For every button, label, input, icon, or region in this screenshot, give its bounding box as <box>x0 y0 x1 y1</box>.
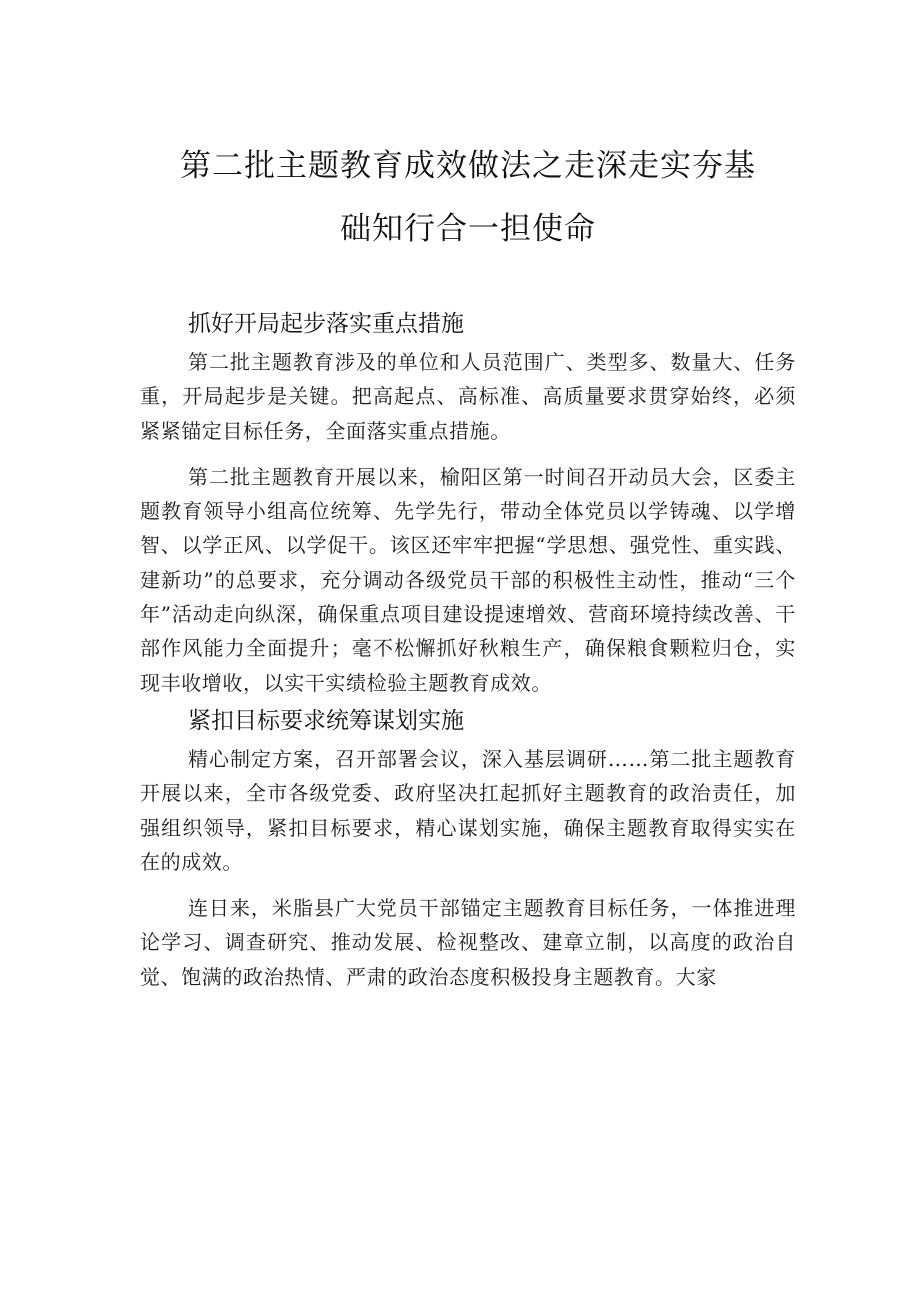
body-paragraph: 精心制定方案，召开部署会议，深入基层调研……第二批主题教育开展以来，全市各级党委、政府坚决扛起抓好主题教育的政治责任，加强组织领导，紧扣目标要求，精心谋划实施，确保主题教育取得实实在在的成效。 <box>140 746 796 874</box>
body-paragraph: 第二批主题教育开展以来，榆阳区第一时间召开动员大会，区委主题教育领导小组高位统筹、先学先行，带动全体党员以学铸魂、以学增智、以学正风、以学促干。该区还牢牢把握“学思想、强党性、重实践、建新功”的总要求，充分调动各级党员干部的积极性主动性，推动“三个年”活动走向纵深，确保重点项目建设提速增效、营商环境持续改善、干部作风能力全面提升；毫不松懈抓好秋粮生产，确保粮食颗粒归仓，实现丰收增收，以实干实绩检验主题教育成效。 <box>140 464 796 695</box>
section-1 <box>140 303 796 700</box>
section-2 <box>140 700 796 994</box>
body-paragraph: 第二批主题教育涉及的单位和人员范围广、类型多、数量大、任务重，开局起步是关键。把高起点、高标准、高质量要求贯穿始终，必须紧紧锚定目标任务，全面落实重点措施。 <box>140 350 796 443</box>
title-line-1: 第二批主题教育成效做法之走深走实夯基 <box>180 148 756 184</box>
document-title <box>140 135 796 261</box>
section-heading: 紧扣目标要求统筹谋划实施 <box>188 707 464 734</box>
title-line-2: 础知行合一担使命 <box>340 211 596 247</box>
section-heading: 抓好开局起步落实重点措施 <box>188 311 464 337</box>
body-paragraph: 连日来，米脂县广大党员干部锚定主题教育目标任务，一体推进理论学习、调查研究、推动发展、检视整改、建章立制，以高度的政治自觉、饱满的政治热情、严肃的政治态度积极投身主题教育。大家 <box>140 896 796 989</box>
